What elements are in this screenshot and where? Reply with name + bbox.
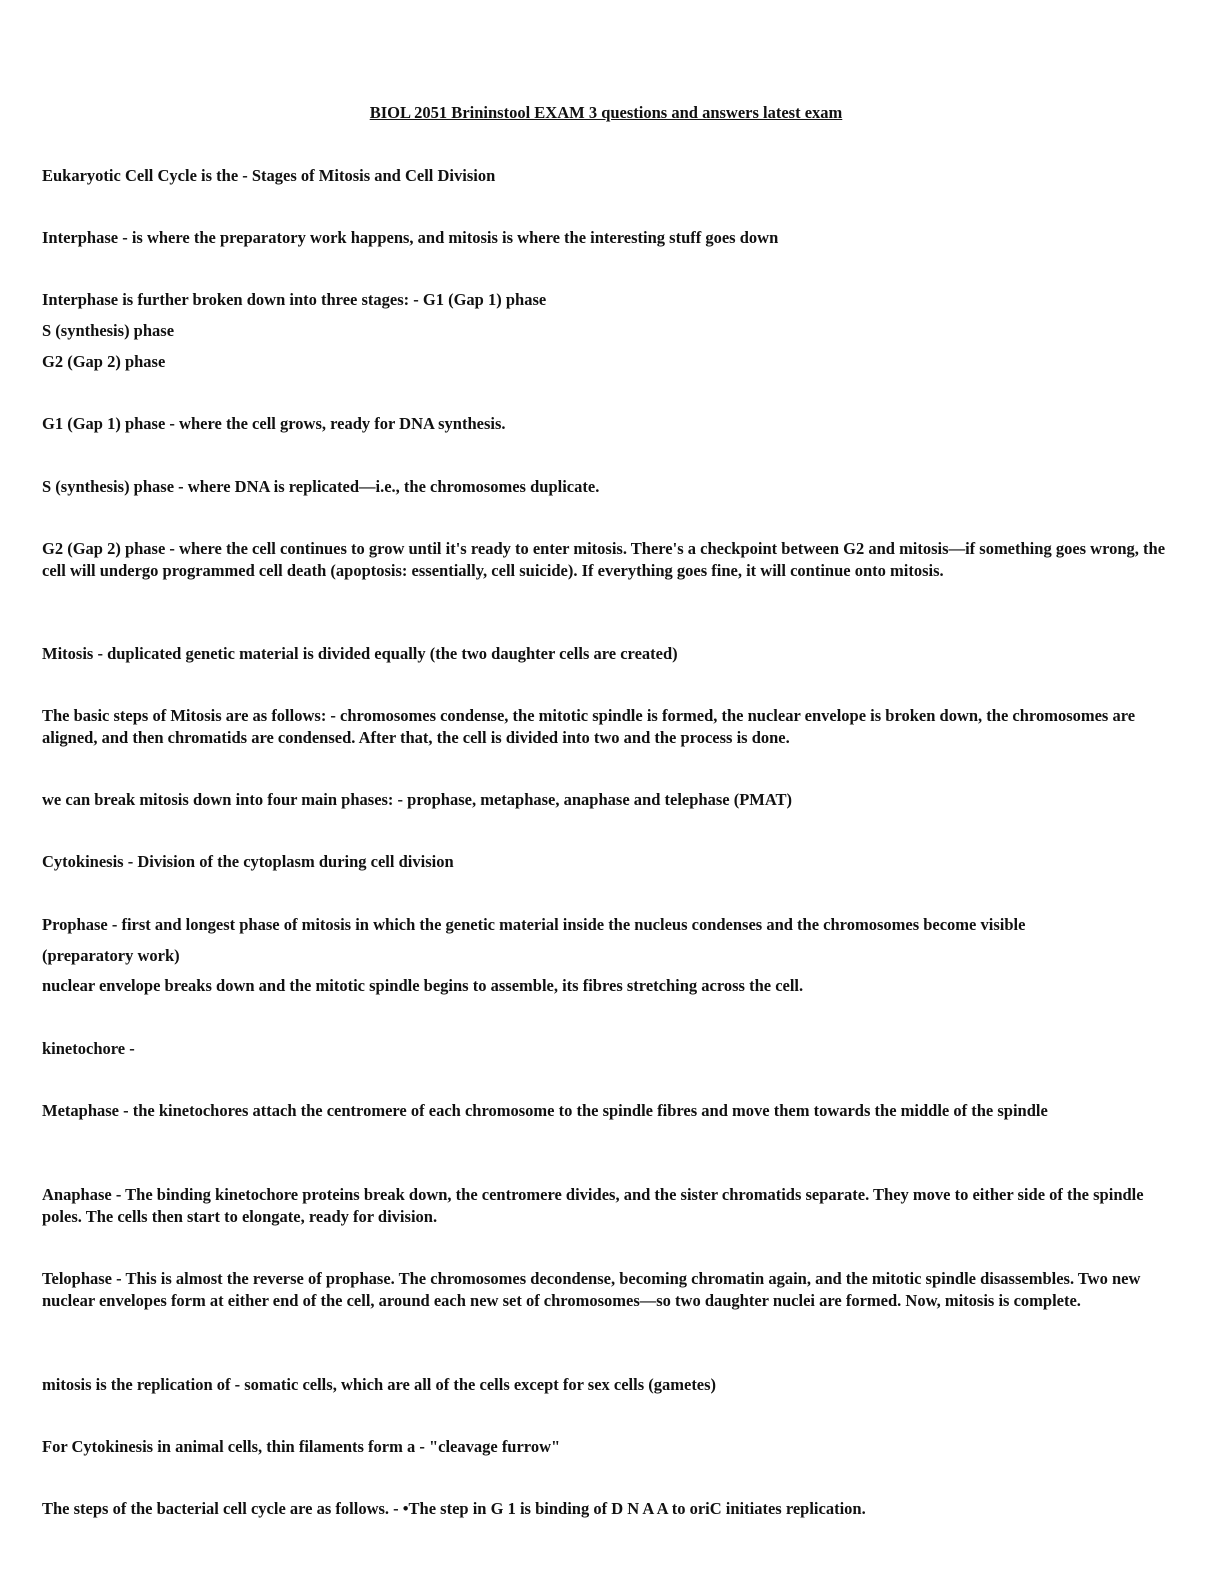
entry-g1-phase: G1 (Gap 1) phase - where the cell grows, ready for DNA synthesis. bbox=[42, 414, 506, 433]
entry-interphase-stages: Interphase is further broken down into three stages: - G1 (Gap 1) phase bbox=[42, 290, 547, 309]
entry-telophase: Telophase - This is almost the reverse of prophase. The chromosomes decondense, becoming chromatin again, and the mitotic spindle disassembles. Two new nuclear envelopes form at either end of the cell, around each new set of chromosomes—so two daughter nuclei are formed. Now, mitosis is complete. bbox=[42, 1269, 1141, 1310]
entry-metaphase: Metaphase - the kinetochores attach the centromere of each chromosome to the spindle fibres and move them towards the middle of the spindle bbox=[42, 1101, 1048, 1120]
entry-eukaryotic-cell-cycle: Eukaryotic Cell Cycle is the - Stages of Mitosis and Cell Division bbox=[42, 166, 496, 185]
entry-prophase-detail: nuclear envelope breaks down and the mitotic spindle begins to assemble, its fibres stretching across the cell. bbox=[42, 976, 804, 995]
entry-interphase: Interphase - is where the preparatory work happens, and mitosis is where the interesting stuff goes down bbox=[42, 228, 779, 247]
entry-s-phase-item: S (synthesis) phase bbox=[42, 321, 175, 340]
entry-mitosis-steps: The basic steps of Mitosis are as follows: - chromosomes condense, the mitotic spindle is formed, the nuclear envelope is broken down, the chromosomes are aligned, and then chromatids are condensed. After that, the cell is divided into two and the process is done. bbox=[42, 706, 1136, 747]
entry-anaphase: Anaphase - The binding kinetochore proteins break down, the centromere divides, and the sister chromatids separate. They move to either side of the spindle poles. The cells then start to elongate, ready for division. bbox=[42, 1185, 1144, 1226]
entry-bacterial-cell-cycle: The steps of the bacterial cell cycle are as follows. - •The step in G 1 is binding of D N A A to oriC initiates replication. bbox=[42, 1499, 866, 1518]
entry-mitosis: Mitosis - duplicated genetic material is divided equally (the two daughter cells are created) bbox=[42, 644, 678, 663]
entry-kinetochore: kinetochore - bbox=[42, 1039, 135, 1058]
entry-prophase-note: (preparatory work) bbox=[42, 946, 180, 965]
document-title: BIOL 2051 Brininstool EXAM 3 questions and answers latest exam bbox=[369, 103, 843, 122]
entry-prophase: Prophase - first and longest phase of mitosis in which the genetic material inside the nucleus condenses and the chromosomes become visible bbox=[42, 915, 1026, 934]
entry-s-phase: S (synthesis) phase - where DNA is replicated—i.e., the chromosomes duplicate. bbox=[42, 477, 600, 496]
entry-mitosis-replication: mitosis is the replication of - somatic cells, which are all of the cells except for sex cells (gametes) bbox=[42, 1375, 717, 1394]
entry-g2-phase: G2 (Gap 2) phase - where the cell continues to grow until it's ready to enter mitosis. There's a checkpoint between G2 and mitosis—if something goes wrong, the cell will undergo programmed cell death (apoptosis: essentially, cell suicide). If everything goes fine, it will continue onto mitosis. bbox=[42, 539, 1166, 580]
entry-cytokinesis: Cytokinesis - Division of the cytoplasm during cell division bbox=[42, 852, 454, 871]
entry-mitosis-phases: we can break mitosis down into four main phases: - prophase, metaphase, anaphase and telephase (PMAT) bbox=[42, 790, 793, 809]
entry-cleavage-furrow: For Cytokinesis in animal cells, thin filaments form a - "cleavage furrow" bbox=[42, 1437, 561, 1456]
entry-g2-phase-item: G2 (Gap 2) phase bbox=[42, 352, 166, 371]
